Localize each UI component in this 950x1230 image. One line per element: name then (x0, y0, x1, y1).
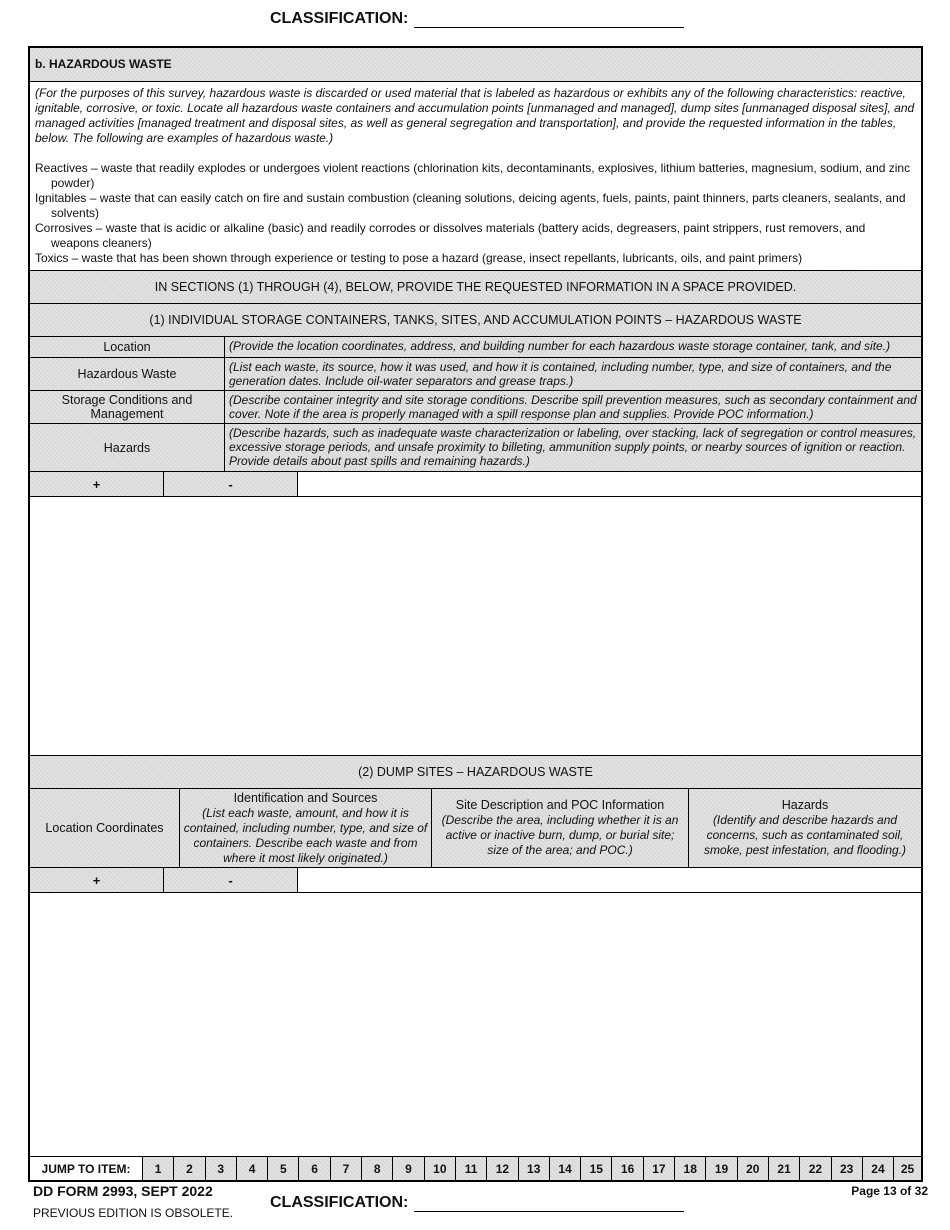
add-row-button[interactable]: + (30, 868, 164, 892)
row-description: (Provide the location coordinates, address, and building number for each hazardous waste storage container, tank, and site.) (225, 337, 921, 357)
column-label: Location Coordinates (45, 820, 164, 835)
instructions-banner: IN SECTIONS (1) THROUGH (4), BELOW, PROVIDE THE REQUESTED INFORMATION IN A SPACE PROVIDED. (30, 270, 921, 303)
section-intro (30, 82, 921, 266)
form-page (28, 46, 923, 1182)
jump-item[interactable]: 10 (425, 1157, 456, 1180)
part1-title: (1) INDIVIDUAL STORAGE CONTAINERS, TANKS, SITES, AND ACCUMULATION POINTS – HAZARDOUS WASTE (30, 303, 921, 336)
part1-entry-area[interactable] (30, 497, 921, 755)
jump-to-item-bar (30, 1156, 921, 1180)
add-row-button[interactable]: + (30, 472, 164, 496)
part1-row-hazards (30, 423, 921, 471)
example-ignitables: Ignitables – waste that can easily catch on fire and sustain combustion (cleaning solutions, deicing agents, fuels, paints, paint thinners, parts cleaners, sealants, and solvents) (35, 191, 906, 220)
jump-item[interactable]: 22 (800, 1157, 831, 1180)
examples-list (35, 161, 916, 266)
example-toxics: Toxics – waste that has been shown through experience or testing to pose a hazard (grease, insect repellants, lubricants, oils, and paint primers) (35, 251, 803, 265)
jump-item[interactable]: 13 (519, 1157, 550, 1180)
row-label: Hazards (30, 424, 225, 471)
jump-item[interactable]: 1 (143, 1157, 174, 1180)
intro-text: (For the purposes of this survey, hazardous waste is discarded or used material that is labeled as hazardous or exhibits any of the following characteristics: reactive, ignitable, corrosive, or toxic. Locate all hazardous waste containers and accumulation points [unmanaged and managed], dump sites [unmanaged disposal sites], and managed activities [managed treatment and disposal sites, as well as general segregation and transportation], and provide the requested information in the tables, below. The following are examples of hazardous waste.) (35, 86, 915, 145)
classification-top (270, 10, 684, 28)
row-description: (Describe container integrity and site storage conditions. Describe spill prevention measures, such as secondary containment and cover. Note if the area is properly managed with a spill response plan and supplies. Provide POC information.) (225, 391, 921, 423)
jump-item[interactable]: 4 (237, 1157, 268, 1180)
section-title: b. HAZARDOUS WASTE (30, 48, 921, 82)
classification-label: CLASSIFICATION: (270, 1194, 409, 1211)
jump-item[interactable]: 8 (362, 1157, 393, 1180)
classification-label: CLASSIFICATION: (270, 10, 409, 27)
part1-row-location (30, 336, 921, 357)
classification-bottom (270, 1194, 684, 1212)
jump-item[interactable]: 3 (206, 1157, 237, 1180)
row-label: Hazardous Waste (30, 358, 225, 390)
jump-item[interactable]: 23 (832, 1157, 863, 1180)
jump-item[interactable]: 5 (268, 1157, 299, 1180)
jump-item[interactable]: 15 (581, 1157, 612, 1180)
jump-item[interactable]: 7 (331, 1157, 362, 1180)
column-site-description (432, 789, 689, 867)
jump-item[interactable]: 16 (612, 1157, 643, 1180)
example-corrosives: Corrosives – waste that is acidic or alkaline (basic) and readily corrodes or dissolves materials (battery acids, degreasers, paint strippers, rust removers, and weapons cleaners) (35, 221, 866, 250)
classification-field[interactable] (414, 10, 684, 28)
jump-item[interactable]: 6 (299, 1157, 330, 1180)
part1-row-hazardous-waste (30, 357, 921, 390)
form-number: DD FORM 2993, SEPT 2022 (33, 1183, 213, 1199)
jump-item[interactable]: 24 (863, 1157, 894, 1180)
jump-item[interactable]: 12 (487, 1157, 518, 1180)
column-label: Identification and Sources (233, 790, 378, 805)
column-identification (180, 789, 432, 867)
part1-row-storage (30, 390, 921, 423)
column-description: (Identify and describe hazards and concerns, such as contaminated soil, smoke, pest infestation, and flooding.) (703, 813, 907, 857)
row-description: (List each waste, its source, how it was used, and how it is contained, including number, type, and size of containers, and the generation dates. Include oil-water separators and grease traps.) (225, 358, 921, 390)
jump-item[interactable]: 9 (393, 1157, 424, 1180)
column-hazards (689, 789, 921, 867)
part2-button-row (30, 867, 921, 893)
jump-item[interactable]: 19 (706, 1157, 737, 1180)
column-label: Site Description and POC Information (455, 798, 665, 812)
column-label: Hazards (781, 798, 829, 812)
part2-header (30, 788, 921, 867)
row-description: (Describe hazards, such as inadequate waste characterization or labeling, over stacking, lack of segregation or control measures, excessive storage periods, and unsafe proximity to billeting, ammunition supply points, or nearby sources of ignition or reaction. Provide details about past spills and remaining hazards.) (225, 424, 921, 471)
classification-field[interactable] (414, 1194, 684, 1212)
jump-item[interactable]: 20 (738, 1157, 769, 1180)
row-label: Location (30, 337, 225, 357)
column-location (30, 789, 180, 867)
column-description: (List each waste, amount, and how it is contained, including number, type, and size of containers. Describe each waste and from where it most likely originated.) (183, 805, 428, 865)
column-description: (Describe the area, including whether it is an active or inactive burn, dump, or burial site; size of the area; and POC.) (441, 813, 679, 857)
part2-entry-area[interactable] (30, 893, 921, 1148)
jump-item[interactable]: 18 (675, 1157, 706, 1180)
previous-edition-note: PREVIOUS EDITION IS OBSOLETE. (33, 1206, 234, 1220)
jump-item[interactable]: 17 (644, 1157, 675, 1180)
jump-item[interactable]: 25 (900, 1161, 915, 1176)
page-number: Page 13 of 32 (851, 1184, 928, 1198)
example-reactives: Reactives – waste that readily explodes or undergoes violent reactions (chlorination kits, decontaminants, explosives, lithium batteries, magnesium, sodium, and zinc powder) (35, 161, 911, 190)
jump-item[interactable]: 2 (174, 1157, 205, 1180)
jump-item[interactable]: 14 (550, 1157, 581, 1180)
row-label: Storage Conditions and Management (30, 391, 225, 423)
part1-button-row (30, 471, 921, 497)
part2-title: (2) DUMP SITES – HAZARDOUS WASTE (30, 755, 921, 788)
remove-row-button[interactable]: - (164, 472, 298, 496)
jump-label: JUMP TO ITEM: (30, 1157, 143, 1180)
jump-item[interactable]: 21 (769, 1157, 800, 1180)
remove-row-button[interactable]: - (164, 868, 298, 892)
jump-item[interactable]: 11 (456, 1157, 487, 1180)
